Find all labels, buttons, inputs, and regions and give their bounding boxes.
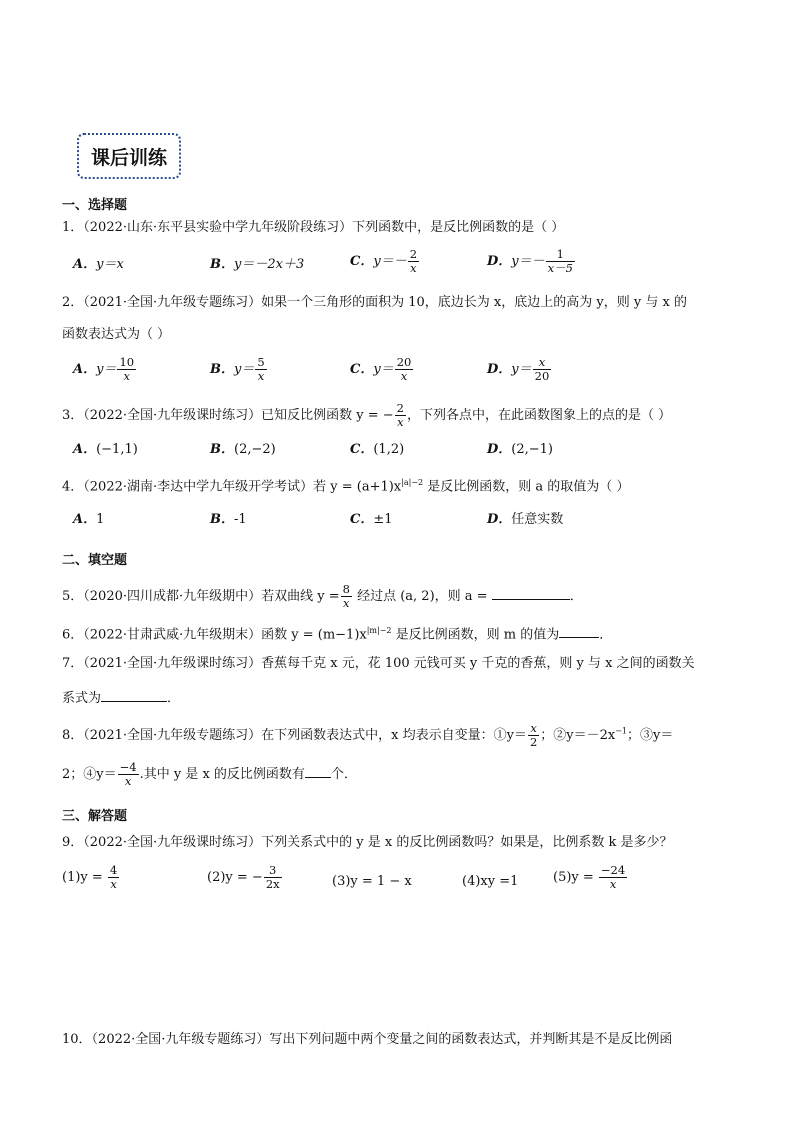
- q2-option-c: C．y＝ $\frac{20}{x}$: [350, 355, 412, 383]
- q9-part2: (2)y = − $\frac{3}{2x}$: [207, 863, 280, 891]
- q9-part1: (1)y = $\frac{4}{x}$: [62, 863, 118, 891]
- q6-stem: 6．（2022·甘肃武威·九年级期末）函数 $y = (m-1)x^{|m|-2}$ 是反比例函数，则 m 的值为 ．: [62, 626, 613, 643]
- q9-part4: (4)xy =1: [462, 874, 519, 889]
- q10-stem: 10．（2022·全国·九年级专题练习）写出下列问题中两个变量之间的函数表达式，并判断其是不是反比例函: [62, 1032, 673, 1047]
- section-heading-choice: 一、选择题: [62, 198, 128, 213]
- q5-answer-blank[interactable]: [492, 587, 570, 600]
- q3-option-d: D．(2,−1): [487, 442, 553, 457]
- q2-option-a: A．y＝ $\frac{10}{x}$: [73, 355, 135, 383]
- q3-option-a: A．(−1,1): [73, 442, 138, 457]
- q2-stem-line1: 2．（2021·全国·九年级专题练习）如果一个三角形的面积为 10，底边长为 x，底边上的高为 y，则 y 与 x 的: [62, 295, 687, 310]
- q3-stem: 3．（2022·全国·九年级课时练习）已知反比例函数 y = − $\frac{2}{x}$ ，下列各点中，在此函数图象上的点的是（ ）: [62, 401, 672, 429]
- q9-stem: 9．（2022·全国·九年级课时练习）下列关系式中的 y 是 x 的反比例函数吗？如果是，比例系数 k 是多少？: [62, 835, 673, 850]
- q4-option-d: D．任意实数: [487, 512, 564, 527]
- q2-option-b: B．y＝ $\frac{5}{x}$: [210, 355, 265, 383]
- q3-option-b: B．(2,−2): [210, 442, 276, 457]
- q9-part5: (5)y = $\frac{-24}{x}$: [553, 863, 626, 891]
- q6-answer-blank[interactable]: [559, 625, 599, 638]
- q1-stem: 1．（2022·山东·东平县实验中学九年级阶段练习）下列函数中，是反比例函数的是（ ）: [62, 220, 565, 235]
- q2-stem-line2: 函数表达式为（ ）: [62, 327, 171, 342]
- section-heading-fill: 二、填空题: [62, 553, 128, 568]
- q3-option-c: C．(1,2): [350, 442, 405, 457]
- q7-stem-line1: 7．（2021·全国·九年级课时练习）香蕉每千克 x 元，花 100 元钱可买 y 千克的香蕉，则 y 与 x 之间的函数关: [62, 656, 695, 671]
- q7-stem-line2: 系式为 ．: [62, 691, 181, 706]
- q1-option-b: B．y＝－2x＋3: [210, 257, 305, 272]
- q8-stem-line1: 8．（2021·全国·九年级专题练习）在下列函数表达式中，x 均表示自变量：①y＝ $\frac{x}{2}$ ；$②y=-2x^{-1}$；③y＝: [62, 721, 674, 749]
- q7-answer-blank[interactable]: [101, 689, 167, 702]
- q4-option-b: B．-1: [210, 512, 247, 527]
- q5-stem: 5．（2020·四川成都·九年级期中）若双曲线 y = $\frac{8}{x}$ 经过点 (a, 2)，则 a = ．: [62, 582, 583, 610]
- q4-stem: 4．（2022·湖南·李达中学九年级开学考试）若 $y = (a+1)x^{|a|-2}$ 是反比例函数，则 a 的取值为（ ）: [62, 478, 630, 495]
- q8-stem-line2: 2；④y＝ $\frac{-4}{x}$ .其中 y 是 x 的反比例函数有 个．: [62, 760, 357, 788]
- q4-option-a: A．1: [73, 512, 105, 527]
- q1-option-a: A．y＝x: [73, 257, 124, 272]
- q8-answer-blank[interactable]: [305, 765, 331, 778]
- section-badge: 课后训练: [77, 133, 181, 179]
- q4-option-c: C．±1: [350, 512, 393, 527]
- q1-option-c: C．y＝－ $\frac{2}{x}$: [350, 247, 418, 275]
- q9-part3: (3)y = 1 − x: [332, 874, 412, 889]
- section-heading-answer: 三、解答题: [62, 809, 128, 824]
- q2-option-d: D．y＝ $\frac{x}{20}$: [487, 355, 550, 383]
- q1-option-d: D．y＝－ $\frac{1}{x-5}$: [487, 247, 573, 275]
